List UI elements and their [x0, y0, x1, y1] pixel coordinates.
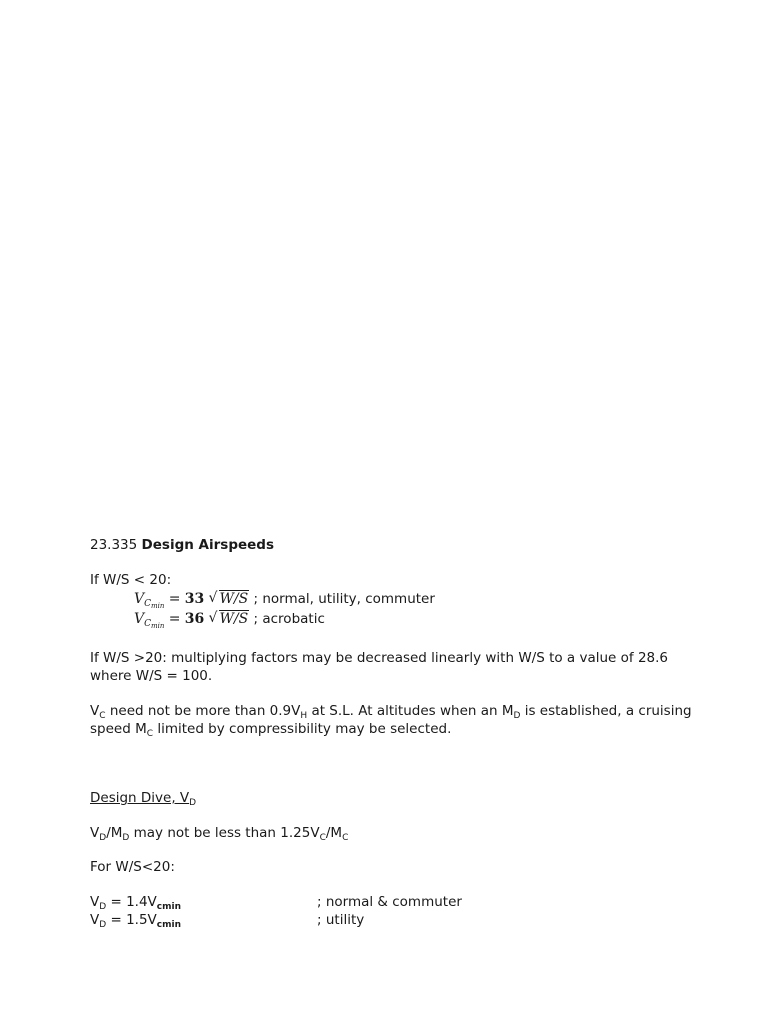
- condition-low-ws: If W/S < 20:: [90, 572, 172, 588]
- condition-for-ws: For W/S<20:: [90, 859, 175, 875]
- paragraph-vc-limit: $V_C$ need not be more than $0.9V_H$ at S.L. At altitudes when an $M_D$ is established, a cruising speed $M_C$ limited by compressibility may be selected.: [90, 703, 692, 739]
- vd-row-normal: $V_D = 1.4V_{cmin}$ ; normal & commuter: [90, 894, 462, 912]
- vd-row-utility: $V_D = 1.5V_{cmin}$ ; utility: [90, 912, 365, 930]
- equation-note: ; acrobatic: [253, 611, 325, 627]
- equation-vc-normal: $V_{C_{min}} = 33$ √ W/S ; normal, utility, commuter: [134, 591, 435, 607]
- paragraph-high-ws: If W/S >20: multiplying factors may be decreased linearly with W/S to a value of 28.6 where W/S = 100.: [90, 650, 669, 684]
- sqrt-symbol: √ W/S: [209, 591, 250, 607]
- design-dive-heading: Design Dive, $V_D$: [90, 790, 197, 808]
- section-heading: [90, 536, 690, 554]
- equation-note: ; normal, utility, commuter: [253, 591, 435, 607]
- equation-vc-acrobatic: $V_{C_{min}} = 36$ √ W/S ; acrobatic: [134, 611, 325, 627]
- sqrt-symbol: √ W/S: [209, 611, 250, 627]
- section-title: Design Airspeeds: [141, 537, 274, 553]
- ratio-statement: $V_D/M_D$ may not be less than $1.25V_C/M_C$: [90, 825, 349, 843]
- section-number: 23.335: [90, 537, 138, 553]
